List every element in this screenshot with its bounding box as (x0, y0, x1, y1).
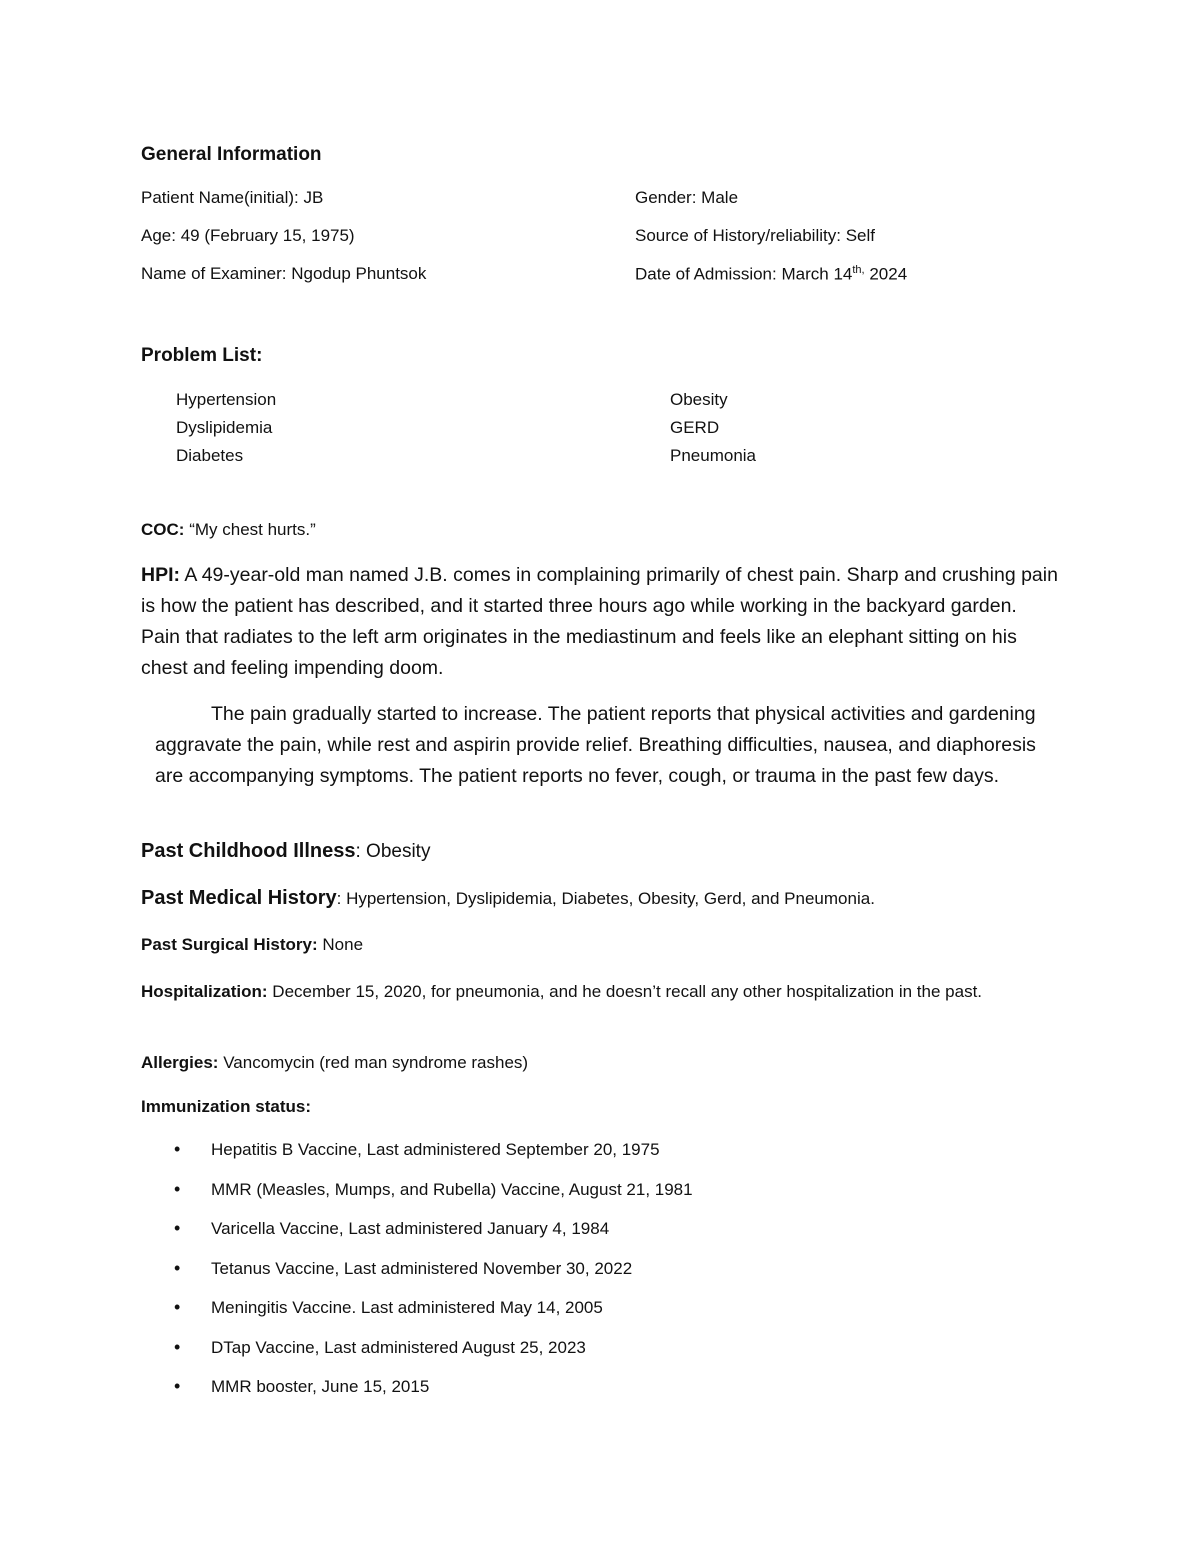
admission-year: 2024 (869, 264, 908, 284)
bullet-icon: • (174, 1376, 181, 1396)
bullet-icon: • (174, 1258, 181, 1278)
immunization-item: MMR booster, June 15, 2015 (211, 1377, 430, 1396)
bullet-icon: • (174, 1297, 181, 1317)
problem-item: Dyslipidemia (176, 418, 273, 437)
source-line (635, 226, 875, 246)
problem-item: Hypertension (176, 390, 277, 409)
gender-label: Gender: (635, 188, 697, 207)
age-value: 49 (February 15, 1975) (180, 226, 355, 245)
coc-line (141, 520, 316, 540)
source-label: Source of History/reliability: (635, 226, 841, 245)
childhood-value: Obesity (366, 841, 431, 862)
gender-line (635, 188, 738, 208)
problem-item: Obesity (670, 390, 728, 409)
hpi-label: HPI: (141, 564, 180, 586)
allergies-value: Vancomycin (red man syndrome rashes) (223, 1053, 529, 1072)
hpi-paragraph (141, 560, 1061, 684)
medical-history-value: Hypertension, Dyslipidemia, Diabetes, Obesity, Gerd, and Pneumonia. (346, 889, 875, 908)
admission-month: March 14 (781, 264, 853, 284)
hospitalization-value: December 15, 2020, for pneumonia, and he doesn’t recall any other hospitalization in the past. (272, 982, 983, 1001)
problem-item: Pneumonia (670, 446, 757, 465)
problem-item: Diabetes (176, 446, 244, 465)
examiner-value: Ngodup Phuntsok (291, 264, 427, 283)
bullet-icon: • (174, 1218, 181, 1238)
age-line (141, 226, 355, 246)
problem-list-heading: Problem List: (141, 345, 263, 366)
immunization-item: Varicella Vaccine, Last administered January 4, 1984 (211, 1219, 610, 1238)
source-value: Self (845, 226, 875, 245)
immunization-item: DTap Vaccine, Last administered August 25, 2023 (211, 1338, 586, 1357)
medical-history-label: Past Medical History (141, 887, 337, 909)
coc-label: COC: (141, 520, 185, 539)
immunization-item: Meningitis Vaccine. Last administered May 14, 2005 (211, 1298, 603, 1317)
bullet-icon: • (174, 1337, 181, 1357)
bullet-icon: • (174, 1139, 181, 1159)
surgical-history-line (141, 935, 363, 955)
patient-name-line (141, 188, 323, 208)
hospitalization-label: Hospitalization: (141, 982, 268, 1001)
medical-history-line: Past Medical History: Hypertension, Dyslipidemia, Diabetes, Obesity, Gerd, and Pneumonia. (141, 887, 875, 909)
age-label: Age: (141, 226, 176, 245)
admission-sup: th, (852, 264, 865, 276)
childhood-line: Past Childhood Illness: Obesity (141, 840, 431, 862)
hpi-text-1: A 49-year-old man named J.B. comes in complaining primarily of chest pain. Sharp and crushing pain is how the patient has described, and it started three hours ago while working in the backyard garden. Pain that radiates to the left arm originates in the mediastinum and feels like an elephant sitting on his chest and feeling impending doom. (141, 564, 1058, 679)
immunization-item: Hepatitis B Vaccine, Last administered September 20, 1975 (211, 1140, 660, 1159)
examiner-label: Name of Examiner: (141, 264, 287, 283)
patient-name-value: JB (303, 188, 324, 207)
gender-value: Male (701, 188, 739, 207)
problem-item: GERD (670, 418, 720, 437)
coc-text: “My chest hurts.” (189, 520, 316, 539)
immunization-heading: Immunization status: (141, 1097, 312, 1116)
hospitalization-paragraph (141, 977, 1051, 1006)
surgical-history-label: Past Surgical History: (141, 935, 318, 954)
immunization-item: Tetanus Vaccine, Last administered November 30, 2022 (211, 1259, 633, 1278)
patient-name-label: Patient Name(initial): (141, 188, 299, 207)
general-information-heading: General Information (141, 144, 322, 165)
bullet-icon: • (174, 1179, 181, 1199)
childhood-label: Past Childhood Illness (141, 840, 356, 862)
allergies-label: Allergies: (141, 1053, 219, 1072)
hpi-paragraph-2: The pain gradually started to increase. The patient reports that physical activities and gardening aggravate the pain, while rest and aspirin provide relief. Breathing difficulties, nausea, and diaphoresis are accompanying symptoms. The patient reports no fever, cough, or trauma in the past few days. (155, 703, 1036, 787)
admission-line (635, 264, 907, 285)
examiner-line (141, 264, 426, 284)
surgical-history-value: None (322, 935, 364, 954)
immunization-item: MMR (Measles, Mumps, and Rubella) Vaccine, August 21, 1981 (211, 1180, 693, 1199)
admission-label: Date of Admission: (635, 264, 777, 284)
allergies-line (141, 1053, 528, 1073)
